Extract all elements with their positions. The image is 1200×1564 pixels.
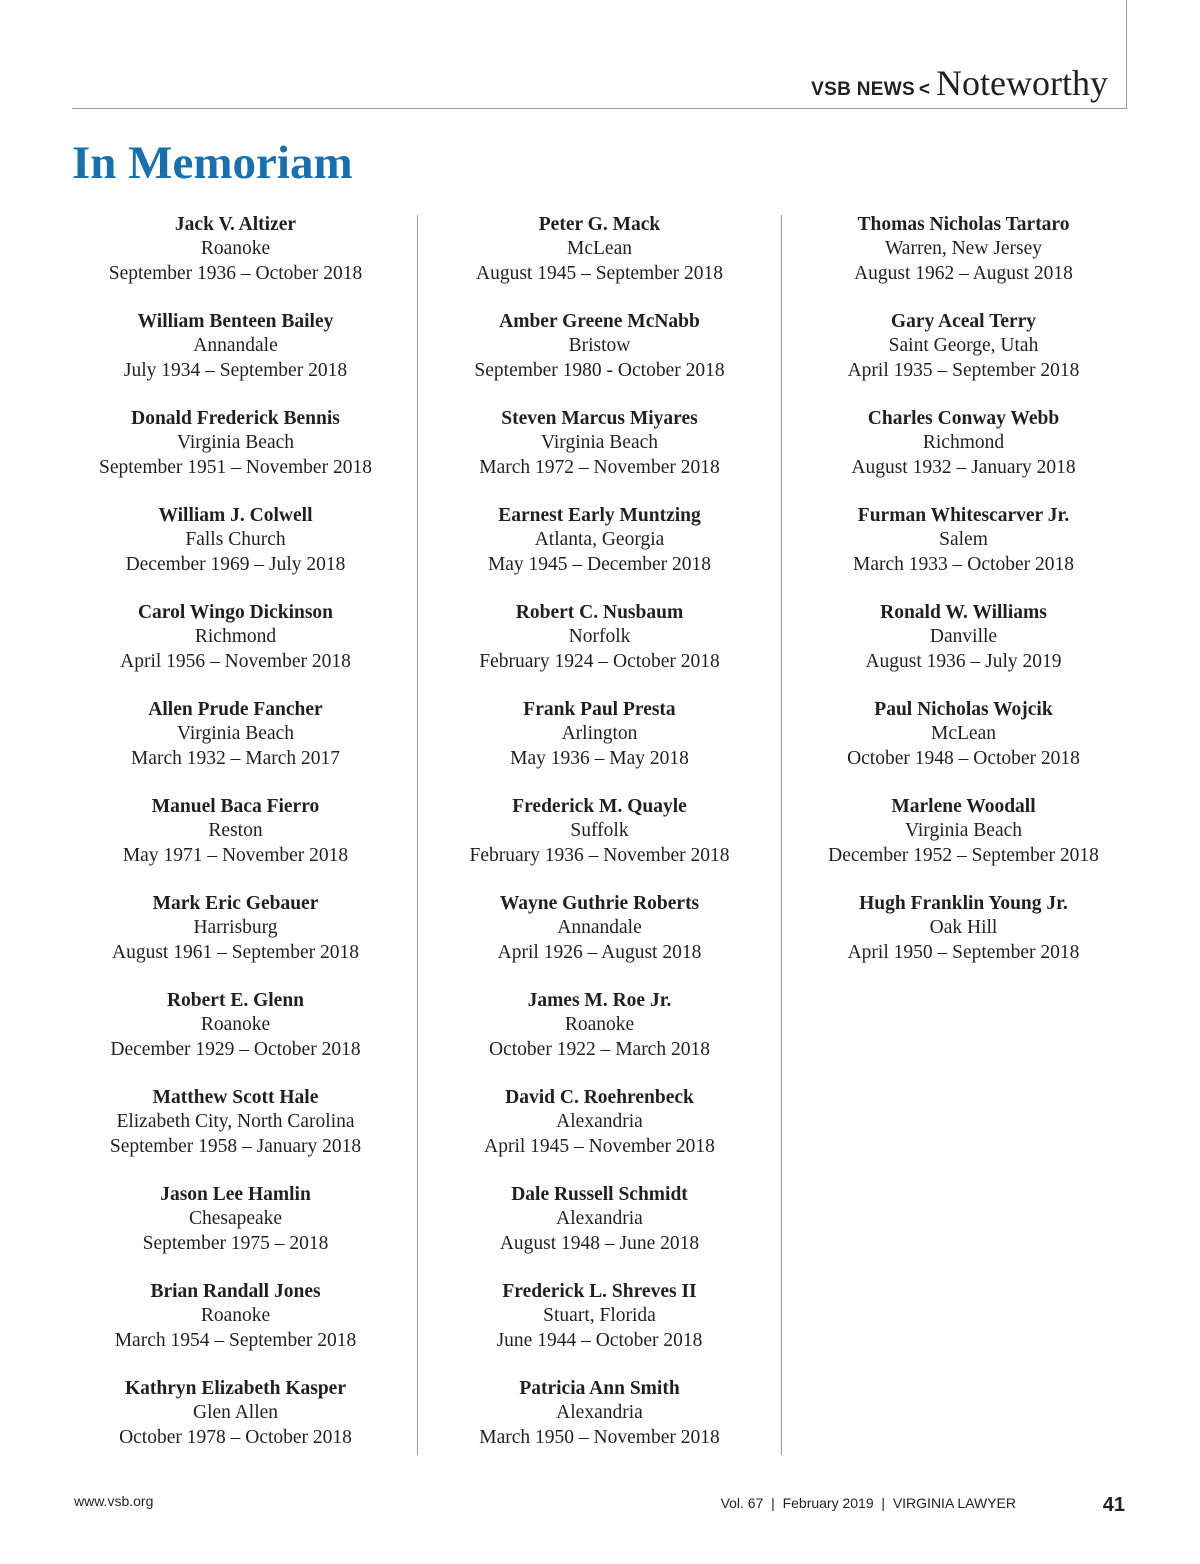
entry-name: Kathryn Elizabeth Kasper bbox=[124, 1378, 346, 1399]
entry-name: Frank Paul Presta bbox=[523, 699, 676, 720]
entry-name: Hugh Franklin Young Jr. bbox=[859, 893, 1068, 914]
entry-name: Matthew Scott Hale bbox=[152, 1087, 319, 1108]
entry-dates: December 1929 – October 2018 bbox=[110, 1038, 361, 1060]
entry-name: Gary Aceal Terry bbox=[890, 311, 1037, 332]
entry-dates: March 1933 – October 2018 bbox=[853, 553, 1074, 575]
memoriam-entry bbox=[418, 989, 781, 1086]
footer-issue bbox=[721, 1495, 1016, 1511]
memoriam-column-2 bbox=[418, 213, 781, 1474]
entry-name: Allen Prude Fancher bbox=[148, 699, 323, 720]
entry-location: Reston bbox=[208, 820, 263, 842]
memoriam-entry bbox=[53, 1086, 418, 1183]
entry-name: Donald Frederick Bennis bbox=[131, 408, 340, 429]
header-separator: < bbox=[918, 79, 931, 100]
entry-location: Stuart, Florida bbox=[543, 1305, 656, 1327]
page-number: 41 bbox=[1102, 1494, 1125, 1516]
memoriam-entry bbox=[418, 1086, 781, 1183]
memoriam-entry bbox=[53, 1183, 418, 1280]
entry-location: Salem bbox=[939, 529, 988, 551]
running-header bbox=[811, 62, 1108, 104]
entry-location: Annandale bbox=[193, 335, 278, 357]
entry-location: Alexandria bbox=[556, 1111, 643, 1133]
entry-name: Peter G. Mack bbox=[538, 214, 661, 235]
entry-name: Frederick M. Quayle bbox=[512, 796, 687, 817]
entry-dates: October 1978 – October 2018 bbox=[119, 1426, 352, 1448]
memoriam-entry bbox=[418, 1280, 781, 1377]
entry-location: Virginia Beach bbox=[176, 723, 295, 745]
entry-dates: February 1924 – October 2018 bbox=[479, 650, 720, 672]
entry-location: Warren, New Jersey bbox=[884, 238, 1043, 260]
entry-location: Roanoke bbox=[200, 1305, 271, 1327]
entry-name: Ronald W. Williams bbox=[880, 602, 1047, 623]
entry-dates: December 1952 – September 2018 bbox=[828, 844, 1099, 866]
memoriam-entry bbox=[781, 310, 1146, 407]
memoriam-entry bbox=[53, 407, 418, 504]
memoriam-entry bbox=[53, 504, 418, 601]
entry-dates: September 1980 - October 2018 bbox=[474, 359, 725, 381]
memoriam-entry bbox=[53, 795, 418, 892]
entry-location: Richmond bbox=[194, 626, 277, 648]
memoriam-entry bbox=[781, 698, 1146, 795]
entry-dates: August 1936 – July 2019 bbox=[865, 650, 1062, 672]
entry-dates: March 1954 – September 2018 bbox=[114, 1329, 357, 1351]
entry-name: James M. Roe Jr. bbox=[527, 990, 672, 1011]
memoriam-entry bbox=[418, 407, 781, 504]
memoriam-entry bbox=[418, 1183, 781, 1280]
entry-location: Saint George, Utah bbox=[888, 335, 1039, 357]
entry-dates: December 1969 – July 2018 bbox=[125, 553, 346, 575]
footer-website: www.vsb.org bbox=[74, 1493, 154, 1509]
memoriam-entry bbox=[53, 892, 418, 989]
entry-dates: April 1926 – August 2018 bbox=[497, 941, 702, 963]
entry-name: Amber Greene McNabb bbox=[499, 311, 700, 332]
entry-name: Jack V. Altizer bbox=[174, 214, 297, 235]
memoriam-column-3 bbox=[781, 213, 1146, 989]
entry-name: Carol Wingo Dickinson bbox=[137, 602, 334, 623]
entry-location: Virginia Beach bbox=[540, 432, 659, 454]
entry-name: William J. Colwell bbox=[158, 505, 313, 526]
memoriam-entry bbox=[418, 601, 781, 698]
memoriam-entry bbox=[781, 407, 1146, 504]
entry-dates: March 1972 – November 2018 bbox=[479, 456, 720, 478]
memoriam-entry bbox=[53, 989, 418, 1086]
memoriam-entry bbox=[418, 504, 781, 601]
entry-location: Oak Hill bbox=[929, 917, 998, 939]
memoriam-entry bbox=[781, 504, 1146, 601]
entry-dates: October 1922 – March 2018 bbox=[489, 1038, 710, 1060]
entry-location: Annandale bbox=[557, 917, 642, 939]
entry-location: Roanoke bbox=[564, 1014, 635, 1036]
entry-dates: September 1951 – November 2018 bbox=[99, 456, 372, 478]
entry-location: Suffolk bbox=[570, 820, 629, 842]
entry-dates: March 1950 – November 2018 bbox=[479, 1426, 720, 1448]
entry-dates: August 1945 – September 2018 bbox=[476, 262, 723, 284]
entry-dates: May 1945 – December 2018 bbox=[487, 553, 712, 575]
entry-location: Virginia Beach bbox=[176, 432, 295, 454]
memoriam-entry bbox=[781, 892, 1146, 989]
entry-name: Dale Russell Schmidt bbox=[511, 1184, 688, 1205]
entry-dates: June 1944 – October 2018 bbox=[496, 1329, 703, 1351]
header-subsection: Noteworthy bbox=[936, 63, 1108, 103]
entry-name: Patricia Ann Smith bbox=[519, 1378, 680, 1399]
entry-name: Paul Nicholas Wojcik bbox=[874, 699, 1053, 720]
entry-dates: March 1932 – March 2017 bbox=[130, 747, 341, 769]
memoriam-entry bbox=[53, 1280, 418, 1377]
entry-name: David C. Roehrenbeck bbox=[505, 1087, 694, 1108]
entry-name: Thomas Nicholas Tartaro bbox=[857, 214, 1070, 235]
memoriam-entry bbox=[418, 698, 781, 795]
memoriam-entry bbox=[53, 1377, 418, 1474]
entry-location: Harrisburg bbox=[193, 917, 278, 939]
entry-dates: September 1936 – October 2018 bbox=[108, 262, 363, 284]
entry-location: Falls Church bbox=[185, 529, 286, 551]
entry-name: Steven Marcus Miyares bbox=[501, 408, 698, 429]
memoriam-entry bbox=[781, 795, 1146, 892]
memoriam-entry bbox=[418, 892, 781, 989]
entry-location: Atlanta, Georgia bbox=[534, 529, 665, 551]
entry-name: Marlene Woodall bbox=[891, 796, 1036, 817]
entry-location: Richmond bbox=[922, 432, 1005, 454]
memoriam-entry bbox=[418, 213, 781, 310]
entry-name: Frederick L. Shreves II bbox=[502, 1281, 697, 1302]
entry-dates: February 1936 – November 2018 bbox=[469, 844, 730, 866]
entry-dates: August 1962 – August 2018 bbox=[854, 262, 1073, 284]
entry-name: Manuel Baca Fierro bbox=[151, 796, 320, 817]
memoriam-entry bbox=[418, 310, 781, 407]
memoriam-entry bbox=[418, 795, 781, 892]
entry-dates: April 1950 – September 2018 bbox=[847, 941, 1080, 963]
memoriam-entry bbox=[53, 310, 418, 407]
entry-name: Charles Conway Webb bbox=[867, 408, 1060, 429]
entry-name: Robert C. Nusbaum bbox=[515, 602, 684, 623]
entry-name: Wayne Guthrie Roberts bbox=[499, 893, 700, 914]
entry-location: Norfolk bbox=[568, 626, 631, 648]
entry-location: Roanoke bbox=[200, 238, 271, 260]
entry-dates: April 1945 – November 2018 bbox=[484, 1135, 715, 1157]
memoriam-entry bbox=[781, 601, 1146, 698]
entry-dates: April 1935 – September 2018 bbox=[847, 359, 1080, 381]
header-vertical-rule bbox=[1126, 0, 1127, 108]
entry-location: Glen Allen bbox=[192, 1402, 279, 1424]
memoriam-entry bbox=[53, 213, 418, 310]
entry-location: Virginia Beach bbox=[904, 820, 1023, 842]
entry-name: Robert E. Glenn bbox=[166, 990, 305, 1011]
memoriam-entry bbox=[781, 213, 1146, 310]
footer-issue-text: Vol. 67 | February 2019 | VIRGINIA LAWYER bbox=[720, 1495, 1016, 1511]
entry-name: Furman Whitescarver Jr. bbox=[857, 505, 1070, 526]
entry-dates: September 1958 – January 2018 bbox=[109, 1135, 362, 1157]
page-title: In Memoriam bbox=[72, 137, 353, 189]
memoriam-entry bbox=[418, 1377, 781, 1474]
entry-dates: August 1961 – September 2018 bbox=[112, 941, 359, 963]
entry-dates: May 1971 – November 2018 bbox=[122, 844, 349, 866]
entry-dates: April 1956 – November 2018 bbox=[120, 650, 351, 672]
entry-name: Brian Randall Jones bbox=[150, 1281, 321, 1302]
memoriam-column-1 bbox=[53, 213, 418, 1474]
entry-location: McLean bbox=[567, 238, 632, 260]
entry-name: William Benteen Bailey bbox=[137, 311, 334, 332]
entry-location: Bristow bbox=[568, 335, 631, 357]
entry-location: McLean bbox=[931, 723, 996, 745]
entry-location: Elizabeth City, North Carolina bbox=[116, 1111, 355, 1133]
entry-location: Roanoke bbox=[200, 1014, 271, 1036]
entry-dates: September 1975 – 2018 bbox=[142, 1232, 329, 1254]
header-section: VSB NEWS bbox=[811, 79, 915, 100]
entry-dates: July 1934 – September 2018 bbox=[123, 359, 348, 381]
entry-name: Jason Lee Hamlin bbox=[160, 1184, 311, 1205]
entry-dates: May 1936 – May 2018 bbox=[510, 747, 689, 769]
entry-location: Chesapeake bbox=[188, 1208, 283, 1230]
entry-dates: August 1932 – January 2018 bbox=[851, 456, 1076, 478]
entry-name: Earnest Early Muntzing bbox=[498, 505, 701, 526]
entry-location: Danville bbox=[929, 626, 998, 648]
entry-name: Mark Eric Gebauer bbox=[152, 893, 319, 914]
header-rule bbox=[72, 108, 1127, 109]
entry-location: Alexandria bbox=[556, 1402, 643, 1424]
entry-dates: August 1948 – June 2018 bbox=[499, 1232, 700, 1254]
memoriam-entry bbox=[53, 698, 418, 795]
entry-dates: October 1948 – October 2018 bbox=[847, 747, 1080, 769]
entry-location: Arlington bbox=[561, 723, 638, 745]
memoriam-entry bbox=[53, 601, 418, 698]
entry-location: Alexandria bbox=[556, 1208, 643, 1230]
